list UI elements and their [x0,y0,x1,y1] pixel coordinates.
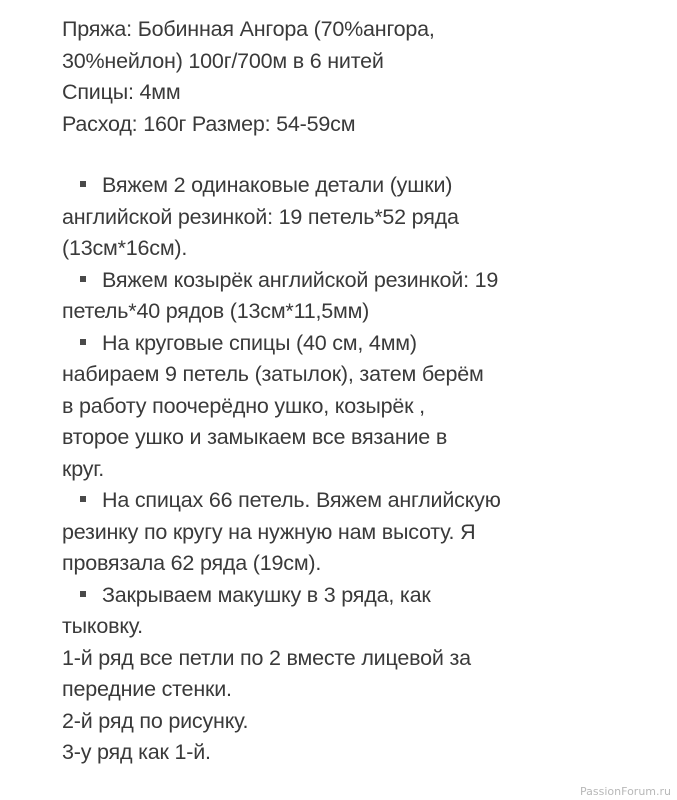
pattern-text [62,14,642,769]
step-4-line-2: резинку по кругу на нужную нам высоту. Я [62,519,476,544]
step-3-line-4: второе ушко и замыкаем все вязание в [62,425,448,449]
step-1-line-3: (13см*16см). [62,236,188,260]
consumption-line: Расход: 160г Размер: 54-59см [62,111,356,136]
step-3-line-5: круг. [62,456,105,481]
row-1-line-1: 1-й ряд все петли по 2 вместе лицевой за [62,645,471,670]
needles-line: Спицы: 4мм [62,80,181,104]
bullet-icon [80,276,86,282]
bullet-icon [80,591,86,597]
step-5 [62,580,642,612]
row-1-line-2: передние стенки. [62,677,232,701]
row-3-line: 3-у ряд как 1-й. [62,740,211,764]
yarn-line-1: Пряжа: Бобинная Ангора (70%ангора, [62,17,435,41]
step-3-line-3: в работу поочерёдно ушко, козырёк , [62,393,425,418]
bullet-icon [80,496,86,502]
step-1 [62,170,642,202]
watermark: PassionForum.ru [580,785,671,798]
bullet-icon [80,181,86,187]
step-2-text: Вяжем козырёк английской резинкой: 19 [102,267,499,292]
step-3 [62,328,642,360]
step-3-text: На круговые спицы (40 см, 4мм) [102,330,417,355]
row-2-line: 2-й ряд по рисунку. [62,708,249,733]
step-1-text: Вяжем 2 одинаковые детали (ушки) [102,173,453,197]
step-4 [62,485,642,517]
step-5-line-2: тыковку. [62,614,143,638]
step-1-line-2: английской резинкой: 19 петель*52 ряда [62,204,459,229]
step-2 [62,265,642,297]
step-5-text: Закрываем макушку в 3 ряда, как [102,582,431,607]
bullet-icon [80,339,86,345]
spacer [62,140,642,170]
step-3-line-2: набираем 9 петель (затылок), затем берём [62,362,484,386]
step-4-text: На спицах 66 петель. Вяжем английскую [102,488,501,512]
yarn-line-2: 30%нейлон) 100г/700м в 6 нитей [62,48,384,73]
step-2-line-2: петель*40 рядов (13см*11,5мм) [62,299,370,323]
step-4-line-3: провязала 62 ряда (19см). [62,551,322,575]
